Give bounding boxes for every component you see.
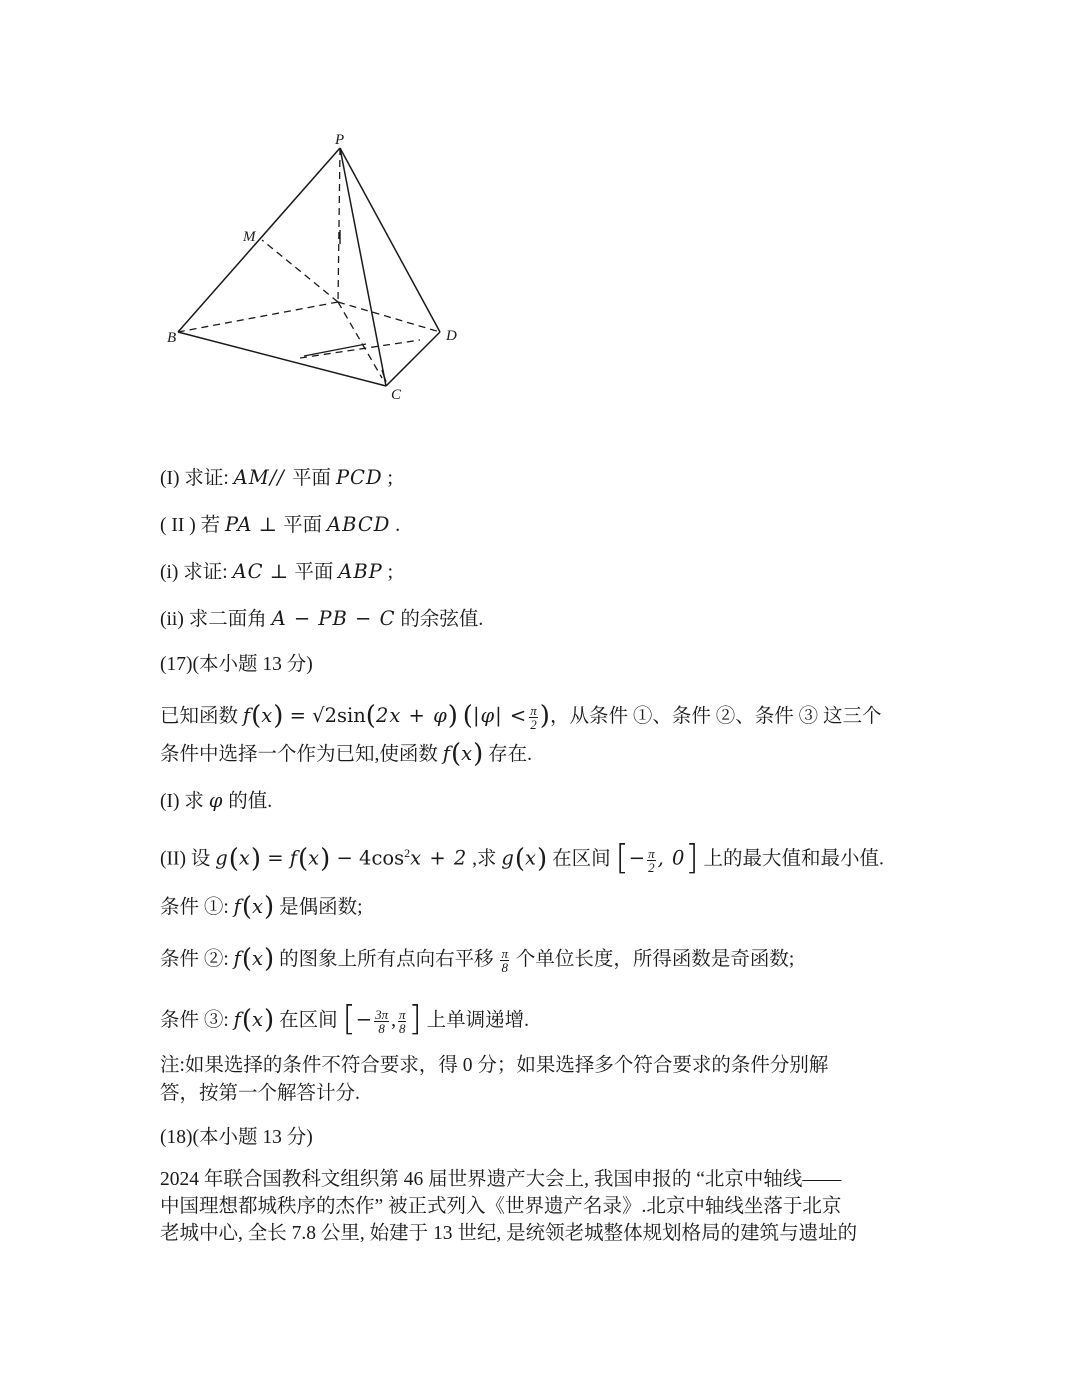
q17-partII: (II) 设 $g(x) = f(x) - 4\cos^2x + 2$ ,求 g(x) 在区间 [− $\frac{\pi}{2}$ , 0] 上的最大值和最小值. bbox=[160, 837, 884, 878]
q17-note-line2: 答，按第一个解答计分. bbox=[160, 1083, 360, 1104]
label-P: P bbox=[335, 132, 345, 148]
edge-PB bbox=[178, 148, 340, 332]
q17-partI: (I) 求 φ 的值. bbox=[160, 789, 273, 812]
label-B: B bbox=[167, 330, 177, 346]
frac-pi-over-8-b: $\frac{\pi}{8}$ bbox=[398, 1007, 406, 1037]
pyramid-figure bbox=[150, 120, 480, 410]
q18-header: (18)(本小题 13 分) bbox=[160, 1127, 313, 1148]
label-D: D bbox=[446, 328, 457, 344]
edge-CD bbox=[386, 332, 440, 386]
edge-PA bbox=[338, 148, 340, 302]
q17-cond3: 条件 ③: f(x) 在区间 [− $\frac{3\pi}{8}$ , $\frac{\pi}{8}$ ] 上单调递增. bbox=[160, 999, 530, 1039]
segment-AM bbox=[262, 240, 338, 302]
frac-pi-over-2: $\frac{\pi}{2}$ bbox=[530, 703, 537, 733]
q16-part2: ( II ) 若 PA ⊥ 平面 ABCD . bbox=[160, 513, 401, 536]
frac-neg-3pi-over-8: $\frac{3\pi}{8}$ bbox=[375, 1007, 389, 1037]
q18-paragraph-line2: 中国理想都城秩序的杰作” 被正式列入《世界遗产名录》.北京中轴线坐落于北京 bbox=[160, 1196, 842, 1217]
q17-cond2: 条件 ②: f(x) 的图象上所有点向右平移 $\frac{\pi}{8}$ 个单位长度，所得函数是奇函数; bbox=[160, 944, 795, 976]
q17-intro-line1: 已知函数 f(x) = √2sin(2x + φ) (|φ| < $\frac{\pi}{2}$ )，从条件 ①、条件 ②、条件 ③ 这三个 bbox=[160, 701, 882, 733]
frac-neg-pi-over-2: $\frac{\pi}{2}$ bbox=[648, 845, 655, 875]
edge-BC bbox=[178, 332, 386, 386]
q18-paragraph-line3: 老城中心, 全长 7.8 公里, 始建于 13 世纪, 是统领老城整体规划格局的建筑与遗址的 bbox=[160, 1223, 858, 1244]
q17-header: (17)(本小题 13 分) bbox=[160, 654, 313, 675]
q16-part2i: (i) 求证: AC ⊥ 平面 ABP ; bbox=[160, 560, 394, 583]
edge-PC bbox=[340, 148, 386, 386]
edge-PD bbox=[340, 148, 440, 332]
q17-note-line1: 注:如果选择的条件不符合要求，得 0 分；如果选择多个符合要求的条件分别解 bbox=[160, 1055, 829, 1076]
q16-part2ii: (ii) 求二面角 A − PB − C 的余弦值. bbox=[160, 607, 484, 630]
q17-cond1: 条件 ①: f(x) 是偶函数; bbox=[160, 892, 363, 922]
frac-pi-over-8: $\frac{\pi}{8}$ bbox=[501, 946, 508, 976]
edge-AB bbox=[178, 302, 338, 332]
label-M: M bbox=[243, 229, 256, 245]
label-C: C bbox=[391, 387, 402, 403]
q18-paragraph-line1: 2024 年联合国教科文组织第 46 届世界遗产大会上, 我国申报的 “北京中轴线—— bbox=[160, 1169, 842, 1190]
q17-intro-line2: 条件中选择一个作为已知,使函数 f(x) 存在. bbox=[160, 739, 533, 769]
segment-BD-partial bbox=[300, 340, 420, 358]
q16-part1: (I) 求证: AM// 平面 PCD ; bbox=[160, 466, 393, 489]
